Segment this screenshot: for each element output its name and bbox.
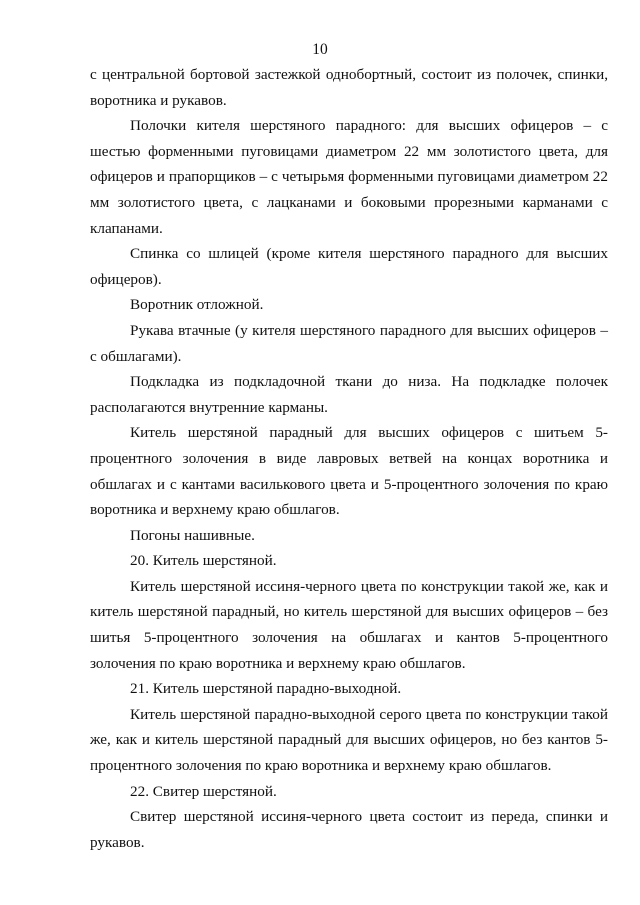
paragraph: Погоны нашивные.: [130, 526, 255, 544]
paragraph: Воротник отложной.: [130, 296, 264, 314]
paragraph: Китель шерстяной парадный для высших офицеров с шитьем 5-процентного золочения в виде лавровых ветвей на концах воротника и обшлагах и с кантами василькового цвета и 5-процентного золочения по краю воротника и верхнему краю обшлагов.: [90, 424, 608, 519]
paragraph: Свитер шерстяной иссиня-черного цвета состоит из переда, спинки и рукавов.: [90, 808, 608, 851]
paragraph: Рукава втачные (у кителя шерстяного парадного для высших офицеров – с обшлагами).: [90, 321, 608, 365]
document-body: [90, 62, 608, 855]
paragraph: Подкладка из подкладочной ткани до низа. На подкладке полочек располагаются внутренние карманы.: [90, 373, 608, 416]
paragraph: Полочки кителя шерстяного парадного: для высших офицеров – с шестью форменными пуговицами диаметром 22 мм золотистого цвета, для офицеров и прапорщиков – с четырьмя форменными пуговицами диаметром 22 мм золотистого цвета, с лацканами и боковыми прорезными карманами с клапанами.: [90, 117, 608, 237]
section-heading: 20. Китель шерстяной.: [130, 552, 277, 570]
paragraph: Спинка со шлицей (кроме кителя шерстяного парадного для высших офицеров).: [90, 245, 608, 288]
paragraph: Китель шерстяной парадно-выходной серого цвета по конструкции такой же, как и китель шерстяной парадный для высших офицеров, но без кантов 5-процентного золочения по краю воротника и верхнему краю обшлагов.: [90, 705, 608, 775]
paragraph: с центральной бортовой застежкой однобортный, состоит из полочек, спинки, воротника и рукавов.: [90, 66, 608, 109]
section-heading: 22. Свитер шерстяной.: [130, 782, 277, 800]
paragraph: Китель шерстяной иссиня-черного цвета по конструкции такой же, как и китель шерстяной парадный, но китель шерстяной для высших офицеров – без шитья 5-процентного золочения на обшлагах и кантов 5-процентного золочения по краю воротника и верхнему краю обшлагов.: [90, 577, 608, 672]
page-number: 10: [312, 41, 328, 58]
section-heading: 21. Китель шерстяной парадно-выходной.: [130, 680, 402, 698]
